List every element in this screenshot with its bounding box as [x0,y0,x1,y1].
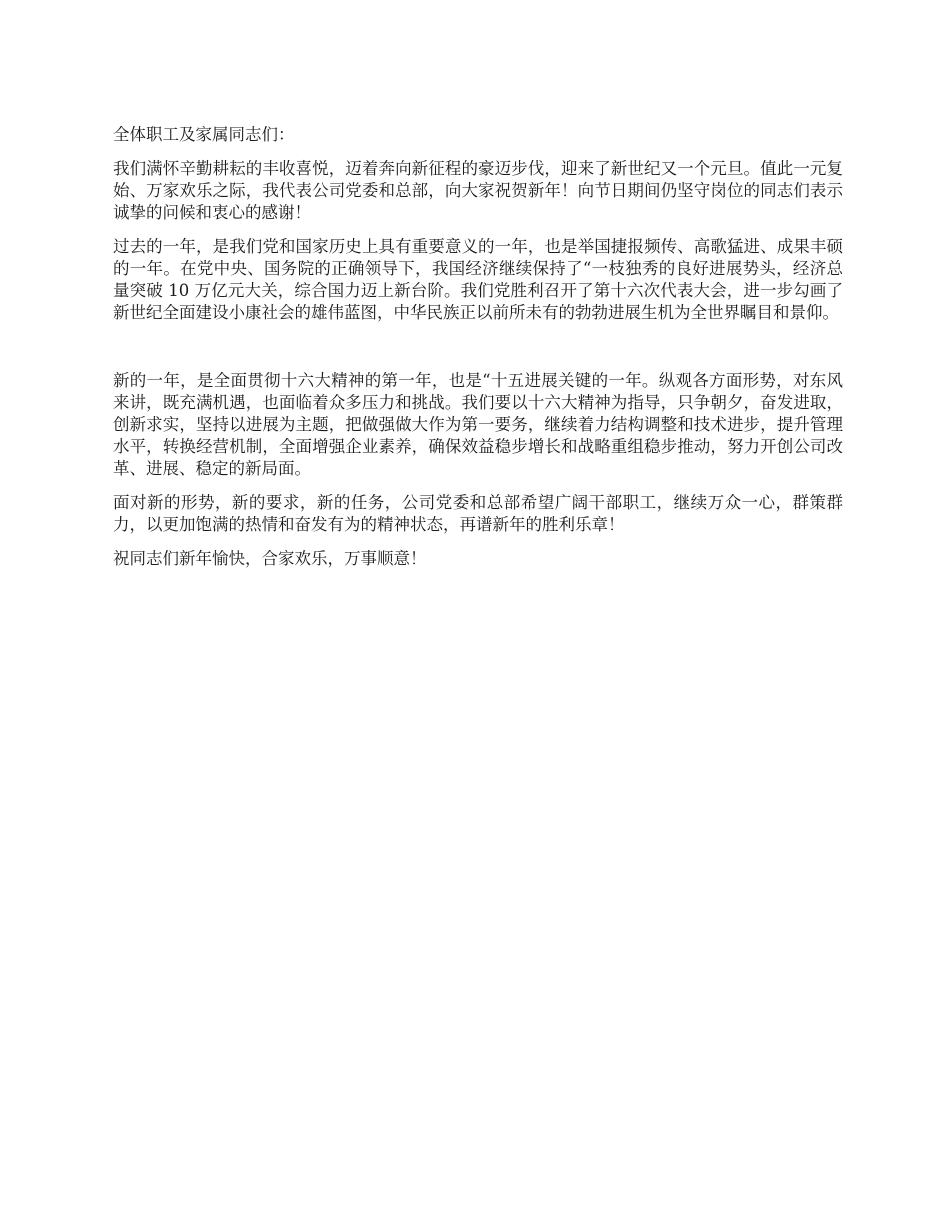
paragraph-past-year-review: 过去的一年，是我们党和国家历史上具有重要意义的一年，也是举国捷报频传、高歌猛进、成果丰硕的一年。在党中央、国务院的正确领导下，我国经济继续保持了“一枝独秀的良好进展势头，经济总量突破 10 万亿元大关，综合国力迈上新台阶。我们党胜利召开了第十六次代表大会，进一步勾画了新世纪全面建设小康社会的雄伟蓝图，中华民族正以前所未有的勃勃进展生机为全世界瞩目和景仰。 [113,237,843,322]
paragraph-new-year-greeting: 我们满怀辛勤耕耘的丰收喜悦，迈着奔向新征程的豪迈步伐，迎来了新世纪又一个元旦。值此一元复始、万家欢乐之际，我代表公司党委和总部，向大家祝贺新年！向节日期间仍坚守岗位的同志们表示诚挚的问候和衷心的感谢！ [113,159,843,222]
paragraph-call-to-action: 面对新的形势，新的要求，新的任务，公司党委和总部希望广阔干部职工，继续万众一心，群策群力，以更加饱满的热情和奋发有为的精神状态，再谱新年的胜利乐章！ [113,493,843,534]
salutation: 全体职工及家属同志们： [113,125,295,144]
paragraph-closing-wishes: 祝同志们新年愉快，合家欢乐，万事顺意！ [113,549,427,568]
letter-body [113,124,843,582]
paragraph-spacer [113,336,843,370]
paragraph-new-year-goals: 新的一年，是全面贯彻十六大精神的第一年，也是“十五进展关键的一年。纵观各方面形势，对东风来讲，既充满机遇，也面临着众多压力和挑战。我们要以十六大精神为指导，只争朝夕，奋发进取，创新求实，坚持以进展为主题，把做强做大作为第一要务，继续着力结构调整和技术进步，提升管理水平，转换经营机制，全面增强企业素养，确保效益稳步增长和战略重组稳步推动，努力开创公司改革、进展、稳定的新局面。 [113,371,843,478]
